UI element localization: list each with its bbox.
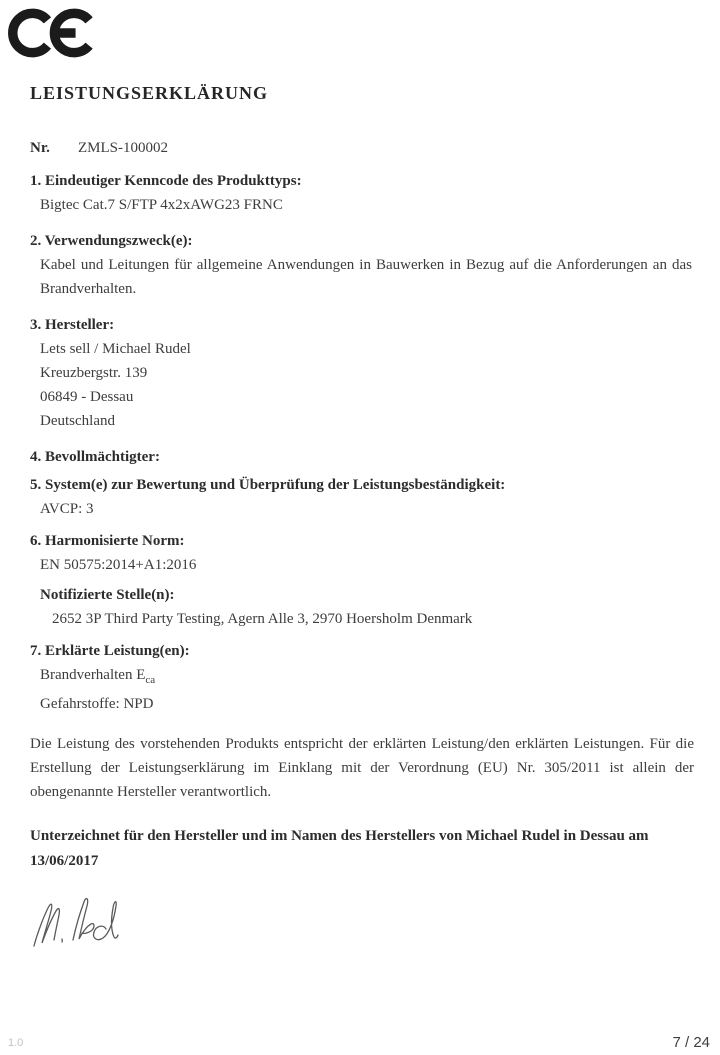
section-avcp <box>30 473 694 521</box>
section-heading: 4. Bevollmächtigter: <box>30 449 160 465</box>
signing-date: 13/06/2017 <box>30 853 99 869</box>
declaration-paragraph: Die Leistung des vorstehenden Produkts entspricht der erklärten Leistung/den erklärten Leistungen. Für die Erstellung der Leistungserklärung im Einklang mit der Verordnung (EU) Nr. 305/2011 ist allein der obengenannte Hersteller verantwortlich. <box>30 736 694 800</box>
section-harmonized-standard <box>30 529 694 631</box>
notified-body-heading: Notifizierte Stelle(n): <box>40 587 175 603</box>
section-product-code <box>30 169 694 217</box>
hazardous-substances-line: Gefahrstoffe: NPD <box>40 696 154 712</box>
section-heading: 6. Harmonisierte Norm: <box>30 533 185 549</box>
signing-statement <box>30 824 694 874</box>
intended-use-text: Kabel und Leitungen für allgemeine Anwendungen in Bauwerken in Bezug auf die Anforderungen an das Brandverhalten. <box>40 257 692 297</box>
fire-behaviour-subscript: ca <box>145 674 156 686</box>
sections <box>30 169 694 716</box>
page-title: LEISTUNGSERKLÄRUNG <box>30 83 269 103</box>
footer-page-indicator: 7 / 24 <box>672 1034 710 1051</box>
document-number-label: Nr. <box>30 140 50 156</box>
section-heading: 2. Verwendungszweck(e): <box>30 233 193 249</box>
document-number-row <box>30 140 694 157</box>
section-authorized-rep <box>30 445 694 469</box>
signature-image <box>26 882 136 952</box>
section-manufacturer <box>30 313 694 433</box>
standard-value: EN 50575:2014+A1:2016 <box>40 557 197 573</box>
manufacturer-country: Deutschland <box>40 413 115 429</box>
ce-mark-logo <box>8 7 96 59</box>
product-code-value: Bigtec Cat.7 S/FTP 4x2xAWG23 FRNC <box>40 197 283 213</box>
section-intended-use <box>30 229 694 301</box>
section-declared-performance <box>30 639 694 716</box>
section-heading: 5. System(e) zur Bewertung und Überprüfung der Leistungsbeständigkeit: <box>30 477 506 493</box>
manufacturer-name: Lets sell / Michael Rudel <box>40 341 191 357</box>
fire-behaviour-line <box>30 663 694 692</box>
document-page <box>0 83 720 952</box>
footer-version: 1.0 <box>8 1037 24 1049</box>
notified-body-value: 2652 3P Third Party Testing, Agern Alle 3, 2970 Hoersholm Denmark <box>52 611 473 627</box>
manufacturer-street: Kreuzbergstr. 139 <box>40 365 148 381</box>
signing-statement-line1: Unterzeichnet für den Hersteller und im Namen des Herstellers von Michael Rudel in Dessau am <box>30 828 649 844</box>
avcp-value: AVCP: 3 <box>40 501 94 517</box>
section-heading: 1. Eindeutiger Kenncode des Produkttyps: <box>30 173 302 189</box>
section-heading: 3. Hersteller: <box>30 317 115 333</box>
manufacturer-city: 06849 - Dessau <box>40 389 134 405</box>
section-heading: 7. Erklärte Leistung(en): <box>30 643 190 659</box>
fire-behaviour-label: Brandverhalten E <box>40 667 146 683</box>
document-number-value: ZMLS-100002 <box>78 140 168 156</box>
